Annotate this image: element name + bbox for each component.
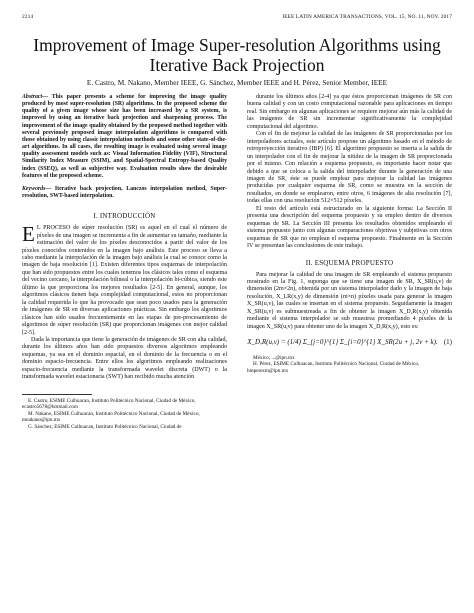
- abstract-label: Abstract: [22, 94, 43, 100]
- equation-body: X_D,R(u,v) = (1/4) Σ_{j=0}^{1} Σ_{i=0}^{1} X_SR(2u + j, 2v + k).: [247, 338, 438, 347]
- running-header: [22, 14, 452, 21]
- keywords-label: Keywords: [22, 185, 46, 192]
- intro-paragraph-1: [22, 222, 227, 337]
- right-paragraph-2: Con el fin de mejorar la calidad de las imágenes de SR proporcionadas por los interpoladores actuales, este artículo propone un algoritmo basado en el método de retroproyección iterativo (IBP) [6]. El algoritmo propuesto se inserta a la salida de un interpolador con el fin de mejorar la nitidez de la imagen de SR proporcionada por el mismo. Con relación a esquema propuesto, es importante hacer notar que debido a que se coloca a la salida del interpolador durante la generación de una imagen de SR, éste se puede emplear para mejorar la calidad las imágenes producidas por cualquier esquema de SR, como se muestra en la sección de resultados, en donde se emplearon, entre otros, 6 imágenes de alta resolución [7], todas ellas con una resolución 512×512 píxeles.: [247, 131, 452, 205]
- abstract-text: — This paper presents a scheme for improving the image quality produced by most super-resolution (SR) algorithms. In the proposed scheme the quality of a given image whose size has been increased by a SR system, is improved by using an iterative back projection and sharpening process. The improvement of the image quality obtained by the proposed method together with several previously proposed image interpolation algorithms is compared with those obtained by using classic interpolation methods and some other state-of-the-art algorithms. In all cases, the resulting image is evaluated using several image quality assessment models such as: Visual Information Fidelity (VIF), Structural Similarity Index Measure (SSIM), and Spatial-Spectral Entropy-based Quality index (SSEQ), as well as subjective way. Evaluation results show the desirable features of the proposed scheme.: [22, 94, 227, 179]
- left-column: [22, 94, 227, 431]
- equation-number: (1): [443, 338, 452, 347]
- footnote-3: G. Sánchez, ESIME Culhuacan, Instituto Politécnico Nacional, Ciudad de: [28, 424, 182, 431]
- right-paragraph-1: durante los últimos años [2-4] ya que éstos proporcionan imágenes de SR con buena calidad y con un costo computacional razonable para aplicaciones en tiempo real. Sin embargo en algunas aplicaciones se requiere mejorar aún más la calidad de las imágenes de SR sin incrementar significativamente la complejidad computacional del algoritmo.: [247, 94, 452, 130]
- paper-title: Improvement of Image Super-resolution Algorithms using Iterative Back Projection: [33, 35, 441, 75]
- footnote-5: H. Pérez, ESIME Culhuacan, Instituto Politécnico Nacional, Ciudad de México, hmperezm@ipn.mx: [247, 361, 420, 374]
- footnote-2: M. Nakano, ESIME Culhuacan, Instituto Politécnico Nacional, Ciudad de México, mnakano@ipn.mx: [22, 410, 200, 424]
- intro-paragraph-2: Dada la importancia que tiene la generación de imágenes de SR con alta calidad, durante los últimos años han sido propuestos diversos algoritmos empleando esquemas, ya sea en el dominio espacial, en el dominio de la frecuencia o en el dominio espacio-frecuencia. Entre ellos los algoritmos empleando realizaciones espacio-frecuencia mediante la transformada wavelet discreta (DWT) o la transformada wavelet estacionaria (SWT) han recibido mucha atención: [22, 336, 227, 381]
- keywords: [22, 186, 227, 200]
- title-block: [22, 35, 452, 88]
- abstract: [22, 94, 227, 180]
- footnote-4: México, ...@ipn.mx: [253, 354, 295, 361]
- equation-1: [247, 339, 452, 346]
- section-heading-introduction: I. INTRODUCCIÓN: [93, 212, 156, 221]
- page-number: 2214: [22, 14, 34, 20]
- right-paragraph-3: El resto del artículo está estructurado en la siguiente forma: La Sección II presenta una descripción del esquema propuesto y su empleo dentro de diversos esquemas de SR. La Sección III presenta los resultados obtenidos empleando el sistema propuesto junto con algunas comparaciones objetivas y subjetivas con otros esquemas de SR que no emplean el esquema propuesto. Finalmente en la Sección IV se presentan las conclusiones de este trabajo.: [247, 205, 452, 250]
- section-heading-proposed-scheme: II. ESQUEMA PROPUESTO: [305, 258, 394, 267]
- footnote-divider: [22, 394, 92, 395]
- author-list: E. Castro, M. Nakano, Member IEEE, G. Sánchez, Member IEEE and H. Pérez, Senior Member, IEEE: [86, 78, 388, 87]
- journal-name: IEEE LATIN AMERICA TRANSACTIONS, VOL. 15, NO. 11, NOV. 2017: [282, 14, 452, 20]
- right-column: [247, 94, 452, 431]
- drop-cap: E: [22, 222, 35, 247]
- two-column-body: [22, 94, 452, 431]
- footnote-1: E. Castro, ESIME Culhuacan, Instituto Politécnico Nacional, Ciudad de México, ecastro5678@hotmail.com: [22, 397, 196, 411]
- keywords-text: — Iterative back projection, Lanczos interpolation method, Super-resolution, SWT-based interpolation.: [22, 185, 227, 200]
- right-paragraph-4: Para mejorar la calidad de una imagen de SR empleando el sistema propuesto mostrado en la Fig. 1, suponga que se tiene una imagen de SR, X_SR(u,v) de dimensión (2m×2n), obtenida por un sistema interpolador dado y la imagen de baja resolución, X_LR(x,y) de dimensión (m×n) píxeles usada para generar la imagen X_SR(u,v), las cuales se insertan en el sistema propuesto. Seguidamente la imagen X_SR(u,v) es submuestreada a fin de obtener la imagen X_D,R(x,y) obtenida mediante el sistema interpolador se sub muestrea promediando 4 píxeles de la imagen X_SR(u,v) para obtener uno de la imagen X_D,R(x,y), esto es:: [247, 271, 452, 330]
- intro-paragraph-1-text: L PROCESO de súper resolución (SR) es aquel en el cual el número de píxeles de una imagen se incrementa a fin de aumentar su tamaño, mediante la estimación del valor de los píxeles desconocidos a partir del valor de los píxeles conocidos contenidos en la imagen bajo análisis. Este proceso se lleva a cabo mediante la interpolación de la imagen bajo análisis la cual se conoce como la imagen de baja resolución [1]. Existen diferentes tipos esquemas de interpolación que han sido propuestos entre los cuales tenemos los clásicos tales como el esquema del vecino cercano, la interpolación bilineal o la interpolación bi-cúbica, siendo este último la que proporciona los mejores resultados [2-5]. En general, aunque, los algoritmos clásicos tienen baja complejidad computacional, estos no proporcionan la calidad requerida lo que ha provocado que sean poco usados para la generación de imágenes de SR en diversas aplicaciones prácticas. Sin embargo los algoritmos clásicos han sido usados frecuentemente en las etapas de pre-procesamiento de algoritmos de súper resolución (SR) que proporcionan imágenes con mejor calidad [2-5].: [22, 225, 227, 336]
